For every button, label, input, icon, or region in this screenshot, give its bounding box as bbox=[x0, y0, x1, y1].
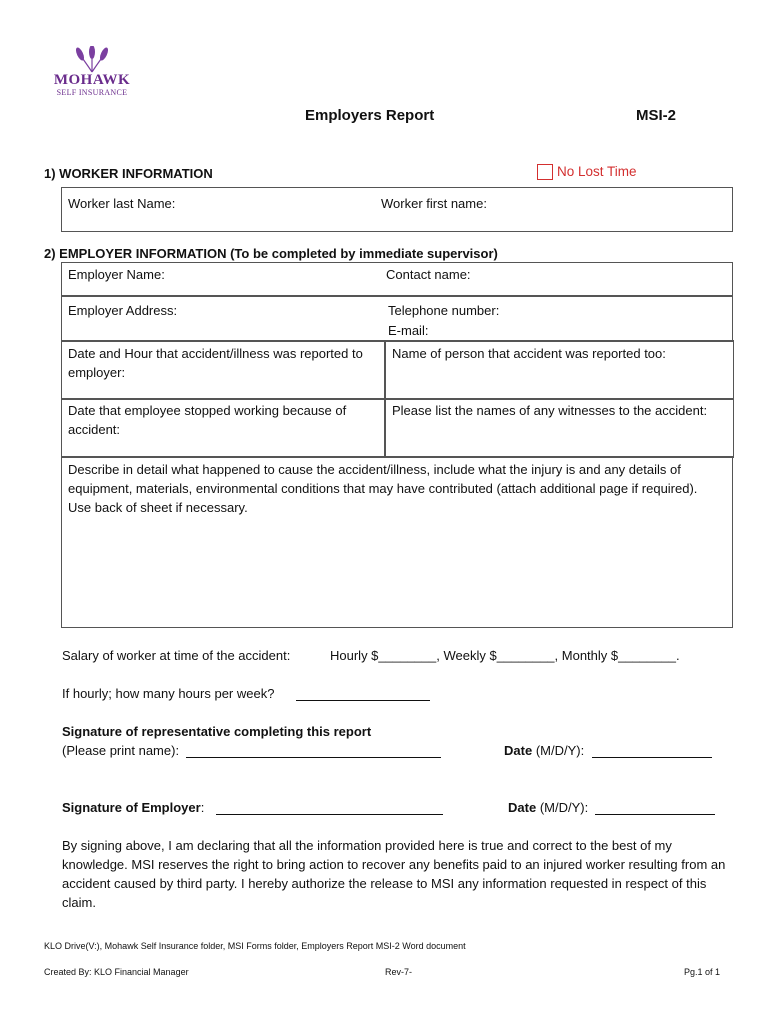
worker-first-name-field[interactable]: Worker first name: bbox=[381, 196, 487, 211]
salary-fields[interactable]: Hourly $________, Weekly $________, Monthly $________. bbox=[330, 648, 680, 663]
employer-date-input[interactable] bbox=[595, 802, 715, 815]
lavender-icon bbox=[50, 46, 134, 74]
employer-date-bold: Date bbox=[508, 800, 537, 815]
section2-heading: 2) EMPLOYER INFORMATION (To be completed by immediate supervisor) bbox=[44, 246, 498, 261]
declaration-text: By signing above, I am declaring that all the information provided here is true and correct to the best of my knowledge. MSI reserves the right to bring action to recover any benefits paid to an injured worker resulting from an accident caused by third party. I hereby authorize the release to MSI any information requested in respect of this claim. bbox=[62, 838, 726, 910]
employer-sig-bold: Signature of Employer bbox=[62, 800, 201, 815]
no-lost-time-checkbox[interactable] bbox=[537, 164, 553, 180]
employer-name-field[interactable]: Employer Name: bbox=[68, 267, 165, 282]
no-lost-time-label: No Lost Time bbox=[557, 164, 637, 179]
employer-date-fmt: (M/D/Y): bbox=[539, 800, 589, 815]
email-field[interactable]: E-mail: bbox=[388, 323, 429, 338]
mohawk-logo bbox=[50, 46, 134, 100]
employer-signature-input[interactable] bbox=[216, 802, 443, 815]
section1-heading: 1) WORKER INFORMATION bbox=[44, 166, 213, 181]
describe-instructions: Describe in detail what happened to cause the accident/illness, include what the injury is and any details of equipment, materials, environmental conditions that may have contributed (attach additional page if required). Use back of sheet if necessary. bbox=[68, 462, 698, 515]
date-stopped-working-field[interactable]: Date that employee stopped working because of accident: bbox=[68, 403, 347, 437]
footer-path: KLO Drive(V:), Mohawk Self Insurance folder, MSI Forms folder, Employers Report MSI-2 Word document bbox=[44, 941, 466, 951]
hours-per-week-label: If hourly; how many hours per week? bbox=[62, 686, 275, 701]
footer-created-by: Created By: KLO Financial Manager bbox=[44, 967, 189, 977]
logo-name: MOHAWK bbox=[53, 72, 131, 88]
page-title: Employers Report bbox=[305, 107, 435, 124]
date-hour-reported-field[interactable]: Date and Hour that accident/illness was reported to employer: bbox=[68, 346, 363, 380]
rep-date-bold: Date bbox=[504, 743, 533, 758]
footer-rev: Rev-7- bbox=[385, 967, 413, 977]
rep-date-input[interactable] bbox=[592, 745, 712, 758]
rep-date-fmt: (M/D/Y): bbox=[535, 743, 585, 758]
employer-sig-colon: : bbox=[200, 800, 205, 815]
footer-page: Pg.1 of 1 bbox=[684, 967, 721, 977]
telephone-field[interactable]: Telephone number: bbox=[388, 303, 500, 318]
print-name-input[interactable] bbox=[186, 745, 441, 758]
hours-per-week-input[interactable] bbox=[296, 688, 430, 701]
salary-label: Salary of worker at time of the accident: bbox=[62, 648, 291, 663]
employer-signature-label bbox=[62, 800, 204, 815]
print-name-label: (Please print name): bbox=[62, 743, 180, 758]
employer-address-field[interactable]: Employer Address: bbox=[68, 303, 178, 318]
rep-date-label bbox=[504, 743, 584, 758]
witnesses-field[interactable]: Please list the names of any witnesses to the accident: bbox=[392, 403, 708, 418]
employer-date-label bbox=[508, 800, 588, 815]
form-number: MSI-2 bbox=[636, 107, 677, 124]
logo-tagline: SELF INSURANCE bbox=[56, 88, 128, 97]
person-reported-to-field[interactable]: Name of person that accident was reported too: bbox=[392, 346, 666, 361]
worker-last-name-field[interactable]: Worker last Name: bbox=[68, 196, 176, 211]
rep-signature-heading: Signature of representative completing this report bbox=[62, 724, 372, 739]
contact-name-field[interactable]: Contact name: bbox=[386, 267, 471, 282]
